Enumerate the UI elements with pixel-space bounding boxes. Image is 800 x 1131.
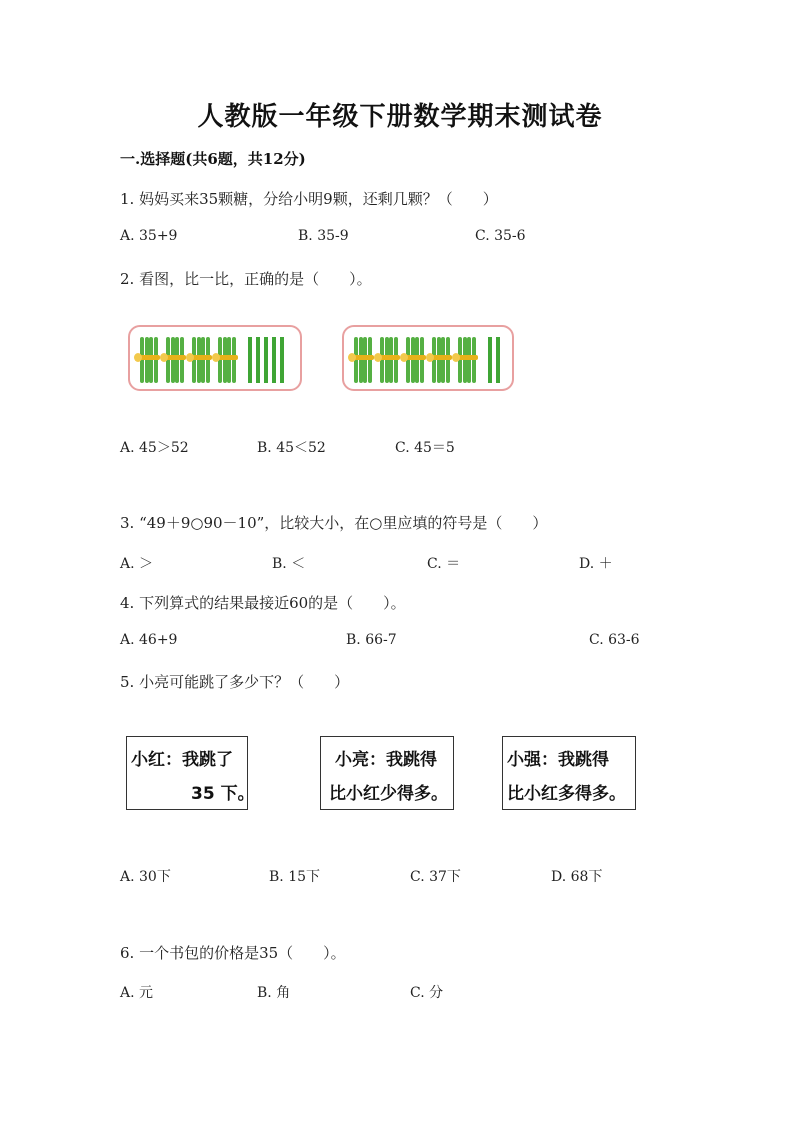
single-stick (272, 337, 276, 383)
q4-option-a[interactable]: A. 46+9 (120, 632, 178, 648)
question-5: 5. 小亮可能跳了多少下？（ ） (120, 673, 350, 691)
single-stick (488, 337, 492, 383)
stick-bundle (218, 337, 236, 383)
question-6: 6. 一个书包的价格是35（ ）。 (120, 944, 346, 962)
speech-box-line: 比小红多得多。 (507, 784, 626, 804)
stick-bundle (192, 337, 210, 383)
sticks-figure-left (128, 325, 302, 391)
q5-option-a[interactable]: A. 30下 (120, 869, 171, 885)
q6-option-b[interactable]: B. 角 (257, 985, 291, 1001)
q6-option-a[interactable]: A. 元 (120, 985, 154, 1001)
question-2: 2. 看图，比一比，正确的是（ ）。 (120, 270, 372, 288)
q3-option-a[interactable]: A. ＞ (120, 556, 154, 572)
q1-option-a[interactable]: A. 35+9 (120, 228, 178, 244)
q5-option-c[interactable]: C. 37下 (410, 869, 461, 885)
q1-option-c[interactable]: C. 35-6 (475, 228, 526, 244)
section-heading: 一.选择题(共6题，共12分) (120, 150, 306, 168)
single-stick (256, 337, 260, 383)
q2-option-c[interactable]: C. 45＝5 (395, 440, 455, 456)
q3-option-d[interactable]: D. ＋ (579, 556, 613, 572)
speech-box-line: 小亮：我跳得 (335, 750, 437, 770)
single-stick (496, 337, 500, 383)
stick-bundle (432, 337, 450, 383)
stick-bundle (354, 337, 372, 383)
speech-box-line: 比小红少得多。 (329, 784, 448, 804)
stick-bundle (380, 337, 398, 383)
stick-bundle (166, 337, 184, 383)
question-4: 4. 下列算式的结果最接近60的是（ ）。 (120, 594, 406, 612)
stick-bundle (406, 337, 424, 383)
question-1: 1. 妈妈买来35颗糖，分给小明9颗，还剩几颗？（ ） (120, 190, 498, 208)
single-stick (264, 337, 268, 383)
speech-box-line: 35 下。 (191, 784, 255, 804)
q1-option-b[interactable]: B. 35-9 (298, 228, 349, 244)
speech-box-xiaoliang (320, 736, 454, 810)
question-3: 3. “49＋9○90－10”，比较大小，在○里应填的符号是（ ） (120, 514, 548, 532)
page-title: 人教版一年级下册数学期末测试卷 (197, 102, 603, 132)
single-stick (248, 337, 252, 383)
q2-option-a[interactable]: A. 45＞52 (120, 440, 189, 456)
q6-option-c[interactable]: C. 分 (410, 985, 444, 1001)
q3-option-c[interactable]: C. ＝ (427, 556, 461, 572)
q3-option-b[interactable]: B. ＜ (272, 556, 306, 572)
speech-box-line: 小强：我跳得 (507, 750, 609, 770)
sticks-figure-right (342, 325, 514, 391)
q2-option-b[interactable]: B. 45＜52 (257, 440, 326, 456)
speech-box-xiaoqiang (502, 736, 636, 810)
q5-option-d[interactable]: D. 68下 (551, 869, 603, 885)
single-stick (280, 337, 284, 383)
q5-option-b[interactable]: B. 15下 (269, 869, 321, 885)
q4-option-c[interactable]: C. 63-6 (589, 632, 640, 648)
stick-bundle (458, 337, 476, 383)
q4-option-b[interactable]: B. 66-7 (346, 632, 397, 648)
speech-box-xiaohong (126, 736, 255, 810)
stick-bundle (140, 337, 158, 383)
speech-box-line: 小红：我跳了 (131, 750, 233, 770)
